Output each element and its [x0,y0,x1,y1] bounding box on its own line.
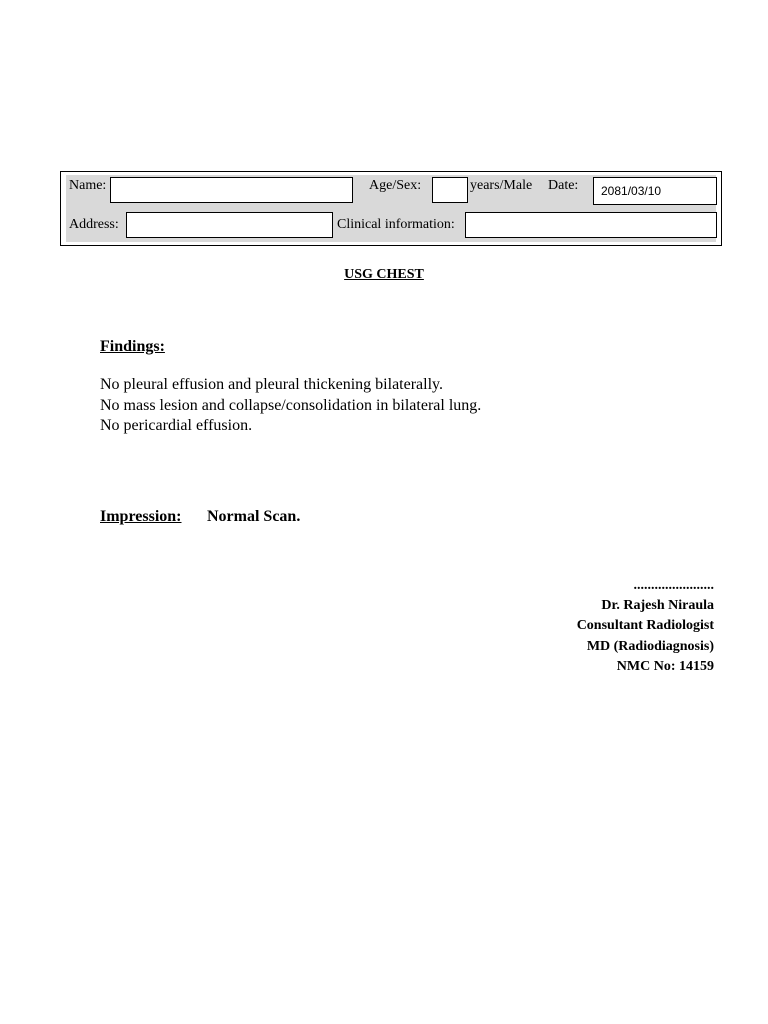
signature-line: ....................... [633,578,714,593]
date-field[interactable]: 2081/03/10 [593,177,717,205]
finding-line: No mass lesion and collapse/consolidation in bilateral lung. [100,397,482,414]
address-field[interactable] [126,212,333,238]
patient-info-box [60,171,722,246]
finding-line: No pericardial effusion. [100,417,253,434]
date-label: Date: [548,178,579,193]
report-title: USG CHEST [344,267,424,282]
finding-line: No pleural effusion and pleural thickening bilaterally. [100,376,443,393]
years-sex-text: years/Male [470,178,533,193]
patient-info-panel [66,175,716,242]
nmc-number: NMC No: 14159 [616,659,714,674]
impression-label: Impression: [100,508,182,525]
address-label: Address: [69,217,119,232]
doctor-role: Consultant Radiologist [576,618,714,633]
clinical-information-label: Clinical information: [337,217,455,232]
age-sex-label: Age/Sex: [369,178,422,193]
age-field[interactable] [432,177,468,203]
doctor-name: Dr. Rajesh Niraula [601,598,714,613]
impression-text: Normal Scan. [207,508,301,525]
clinical-information-field[interactable] [465,212,717,238]
name-label: Name: [69,178,107,193]
findings-heading: Findings: [100,338,165,355]
name-field[interactable] [110,177,353,203]
doctor-degree: MD (Radiodiagnosis) [586,639,714,654]
